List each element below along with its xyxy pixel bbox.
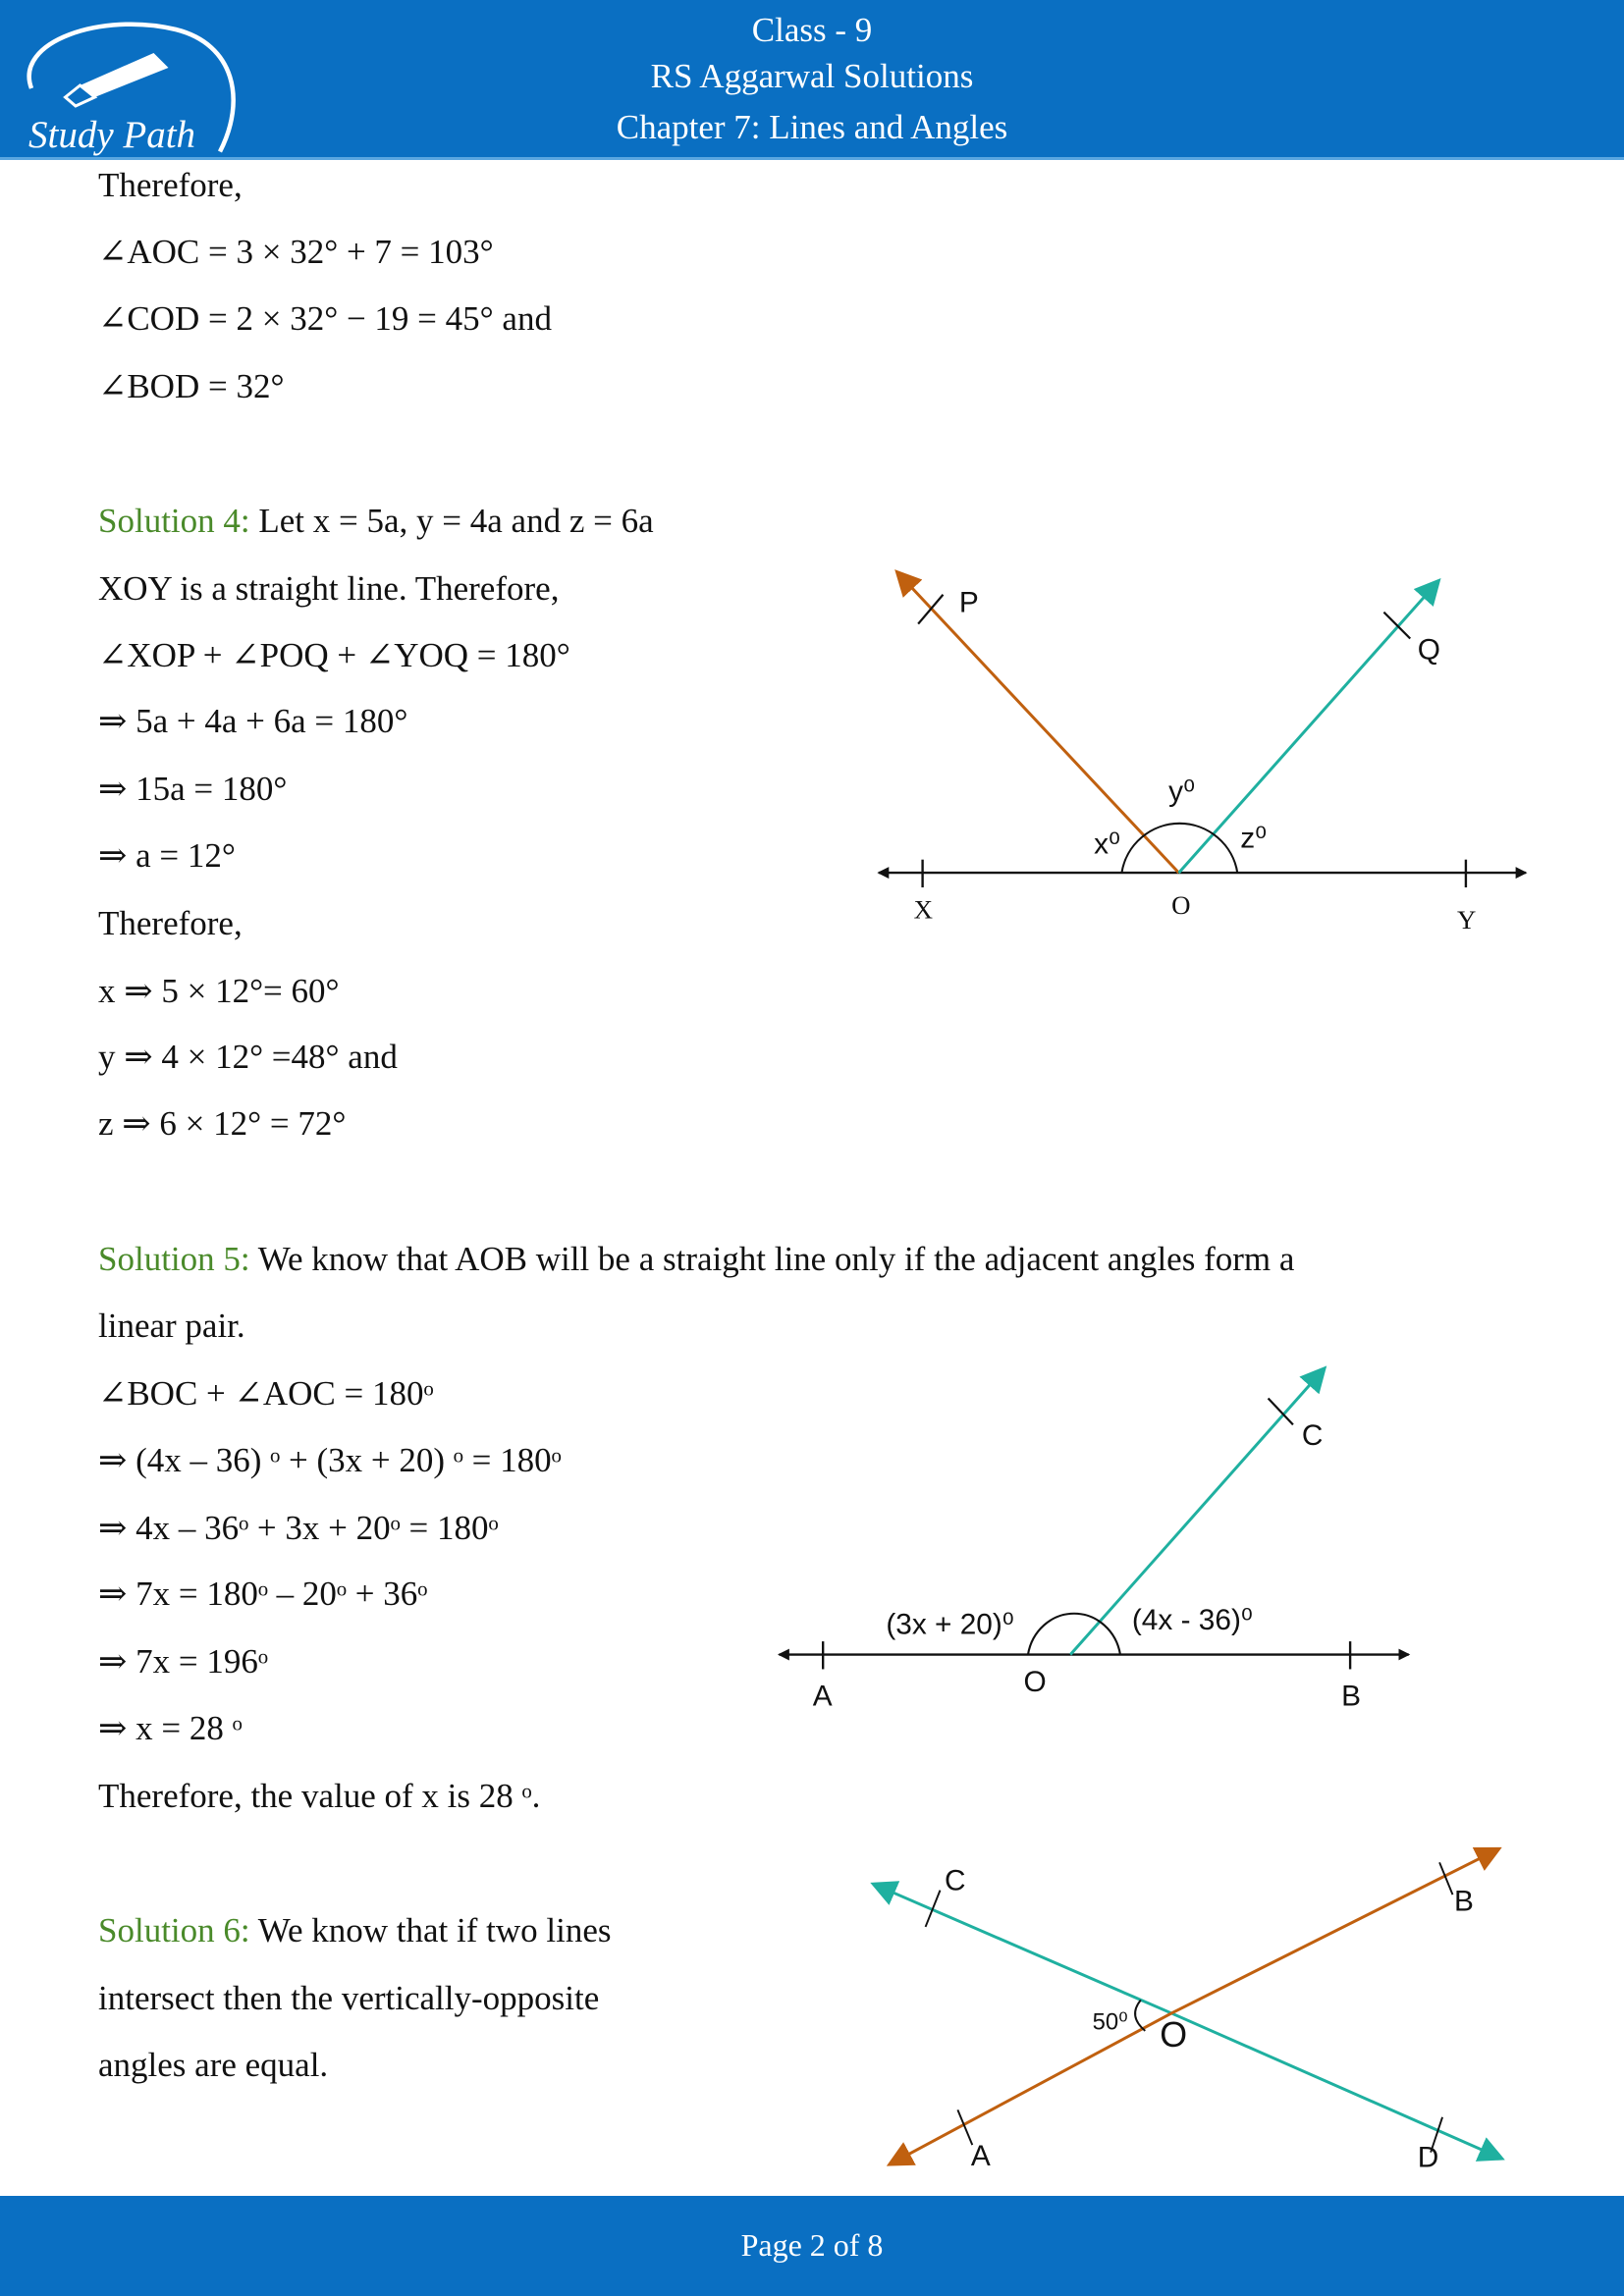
text-line: ⇒ x = 28 ᵒ bbox=[98, 1709, 243, 1747]
ray-oa bbox=[891, 2013, 1171, 2164]
text-line: ⇒ a = 12° bbox=[98, 836, 236, 875]
ray-op bbox=[897, 572, 1178, 873]
angle-arc bbox=[1135, 2001, 1145, 2031]
tick-c bbox=[1269, 1399, 1293, 1425]
text-line: XOY is a straight line. Therefore, bbox=[98, 569, 560, 608]
solution-intro: We know that if two lines bbox=[249, 1911, 612, 1949]
page-number: Page 2 of 8 bbox=[740, 2227, 884, 2263]
text-line: intersect then the vertically-opposite bbox=[98, 1979, 600, 2017]
text-line: ∠AOC = 3 × 32° + 7 = 103° bbox=[98, 233, 494, 271]
text-line: Therefore, bbox=[98, 904, 243, 942]
label-x: X bbox=[913, 894, 934, 925]
label-o: O bbox=[1023, 1665, 1047, 1698]
text-line: ∠XOP + ∠POQ + ∠YOQ = 180° bbox=[98, 636, 570, 674]
solution-label: Solution 6: bbox=[98, 1911, 250, 1949]
label-o: O bbox=[1160, 2015, 1188, 2056]
ray-od bbox=[1171, 2013, 1501, 2159]
text-line: angles are equal. bbox=[98, 2046, 329, 2084]
text-line: ∠BOC + ∠AOC = 180ᵒ bbox=[98, 1374, 434, 1413]
text-line: ⇒ 4x – 36ᵒ + 3x + 20ᵒ = 180ᵒ bbox=[98, 1509, 499, 1547]
label-b: B bbox=[1453, 1885, 1474, 1918]
ray-ob bbox=[1171, 1849, 1498, 2013]
text-line: z ⇒ 6 × 12° = 72° bbox=[98, 1104, 347, 1143]
solution-label: Solution 4: bbox=[98, 502, 250, 540]
text-line: Therefore, bbox=[98, 166, 243, 204]
label-c: C bbox=[944, 1864, 966, 1897]
ray-oc bbox=[874, 1885, 1171, 2013]
text-line: linear pair. bbox=[98, 1307, 245, 1345]
page-footer bbox=[0, 2196, 1624, 2296]
label-c: C bbox=[1301, 1419, 1324, 1453]
label-a: A bbox=[812, 1680, 833, 1713]
header-chapter: Chapter 7: Lines and Angles bbox=[616, 108, 1008, 146]
text-line: x ⇒ 5 × 12°= 60° bbox=[98, 972, 340, 1010]
header-class: Class - 9 bbox=[751, 11, 873, 49]
label-o: O bbox=[1171, 889, 1191, 920]
diagram-intersecting-lines bbox=[874, 1849, 1500, 2174]
text-line: ⇒ (4x – 36) ᵒ + (3x + 20) ᵒ = 180ᵒ bbox=[98, 1441, 562, 1479]
solution-label: Solution 5: bbox=[98, 1240, 250, 1278]
svg-text:Study Path: Study Path bbox=[28, 114, 196, 156]
label-y: Y bbox=[1456, 904, 1477, 934]
solution-intro: Let x = 5a, y = 4a and z = 6a bbox=[249, 502, 654, 540]
diagram-aob bbox=[779, 1369, 1408, 1713]
text-line: Therefore, the value of x is 28 ᵒ. bbox=[98, 1777, 541, 1815]
text-line: ∠BOD = 32° bbox=[98, 367, 285, 405]
text-line: ∠COD = 2 × 32° − 19 = 45° and bbox=[98, 299, 552, 338]
label-z-angle: z⁰ bbox=[1240, 822, 1268, 855]
text-line: ⇒ 5a + 4a + 6a = 180° bbox=[98, 702, 408, 740]
label-p: P bbox=[958, 586, 979, 619]
label-q: Q bbox=[1417, 633, 1440, 667]
label-b: B bbox=[1341, 1680, 1362, 1713]
text-line: y ⇒ 4 × 12° =48° and bbox=[98, 1038, 398, 1076]
label-angle: 50⁰ bbox=[1092, 2008, 1128, 2036]
ray-oq bbox=[1179, 581, 1438, 873]
label-left-angle: (3x + 20)⁰ bbox=[886, 1608, 1014, 1641]
text-line: ⇒ 7x = 196ᵒ bbox=[98, 1642, 268, 1681]
diagram-xoy bbox=[879, 572, 1526, 934]
header-book: RS Aggarwal Solutions bbox=[650, 57, 974, 95]
label-right-angle: (4x - 36)⁰ bbox=[1131, 1604, 1253, 1637]
label-y-angle: y⁰ bbox=[1168, 775, 1196, 809]
text-line: ⇒ 15a = 180° bbox=[98, 770, 288, 808]
label-d: D bbox=[1417, 2141, 1439, 2174]
label-x-angle: x⁰ bbox=[1094, 828, 1120, 861]
solution-intro: We know that AOB will be a straight line only if the adjacent angles form a bbox=[249, 1240, 1295, 1278]
label-a: A bbox=[970, 2140, 991, 2173]
text-line: ⇒ 7x = 180ᵒ – 20ᵒ + 36ᵒ bbox=[98, 1575, 428, 1613]
